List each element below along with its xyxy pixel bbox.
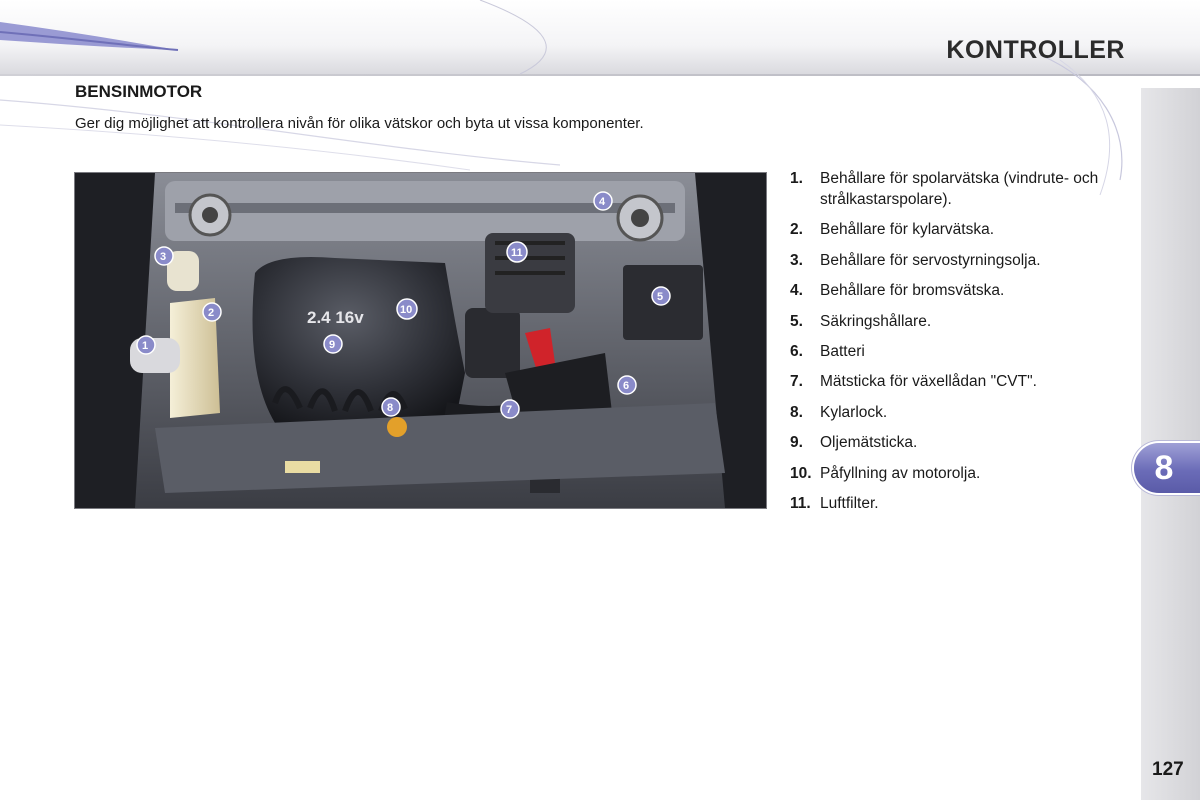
legend-item: 7. Mätsticka för växellådan "CVT". xyxy=(790,373,1037,391)
badge-8 xyxy=(382,398,400,416)
svg-text:10: 10 xyxy=(400,304,413,316)
svg-text:4: 4 xyxy=(599,196,606,208)
legend-item: 9. Oljemätsticka. xyxy=(790,434,918,452)
legend-item: 6. Batteri xyxy=(790,342,865,360)
badge-7 xyxy=(501,400,519,418)
component-legend xyxy=(790,168,1130,523)
badge-5 xyxy=(652,287,670,305)
engine-marking: 2.4 16v xyxy=(307,308,364,327)
engine-bay-illustration xyxy=(75,173,766,508)
svg-text:7: 7 xyxy=(506,404,513,416)
svg-text:9: 9 xyxy=(329,339,336,351)
badge-6 xyxy=(618,376,636,394)
legend-item: 1. Behållare för spolarvätska (vindrute- och strålkastarspolare). xyxy=(790,170,1099,208)
badge-9 xyxy=(324,335,342,353)
page-number: 127 xyxy=(1152,759,1184,780)
legend-item: 8. Kylarlock. xyxy=(790,403,888,421)
legend-item: 2. Behållare för kylarvätska. xyxy=(790,221,995,239)
chapter-title: KONTROLLER xyxy=(946,36,1125,64)
badge-1 xyxy=(137,336,155,354)
section-title: BENSINMOTOR xyxy=(75,82,203,101)
engine-bay-photo xyxy=(74,172,767,509)
svg-text:5: 5 xyxy=(657,291,664,303)
badge-11 xyxy=(507,242,527,262)
legend-item: 11. Luftfilter. xyxy=(790,494,879,512)
svg-text:8: 8 xyxy=(387,402,394,414)
svg-text:6: 6 xyxy=(623,380,630,392)
badge-10 xyxy=(397,299,417,319)
badge-3 xyxy=(155,247,173,265)
legend-item: 5. Säkringshållare. xyxy=(790,312,932,330)
badge-4 xyxy=(594,192,612,210)
intro-text: Ger dig möjlighet att kontrollera nivån för olika vätskor och byta ut vissa komponenter. xyxy=(75,115,644,132)
chapter-tab[interactable] xyxy=(1134,443,1200,493)
chapter-number: 8 xyxy=(1154,448,1174,487)
legend-item: 4. Behållare för bromsvätska. xyxy=(790,282,1005,300)
header-rule xyxy=(0,74,1200,76)
svg-text:3: 3 xyxy=(160,251,167,263)
legend-item: 3. Behållare för servostyrningsolja. xyxy=(790,251,1041,269)
svg-text:11: 11 xyxy=(511,247,523,259)
svg-text:2: 2 xyxy=(208,307,215,319)
svg-text:1: 1 xyxy=(142,340,149,352)
badge-2 xyxy=(203,303,221,321)
legend-item: 10. Påfyllning av motorolja. xyxy=(790,464,981,482)
